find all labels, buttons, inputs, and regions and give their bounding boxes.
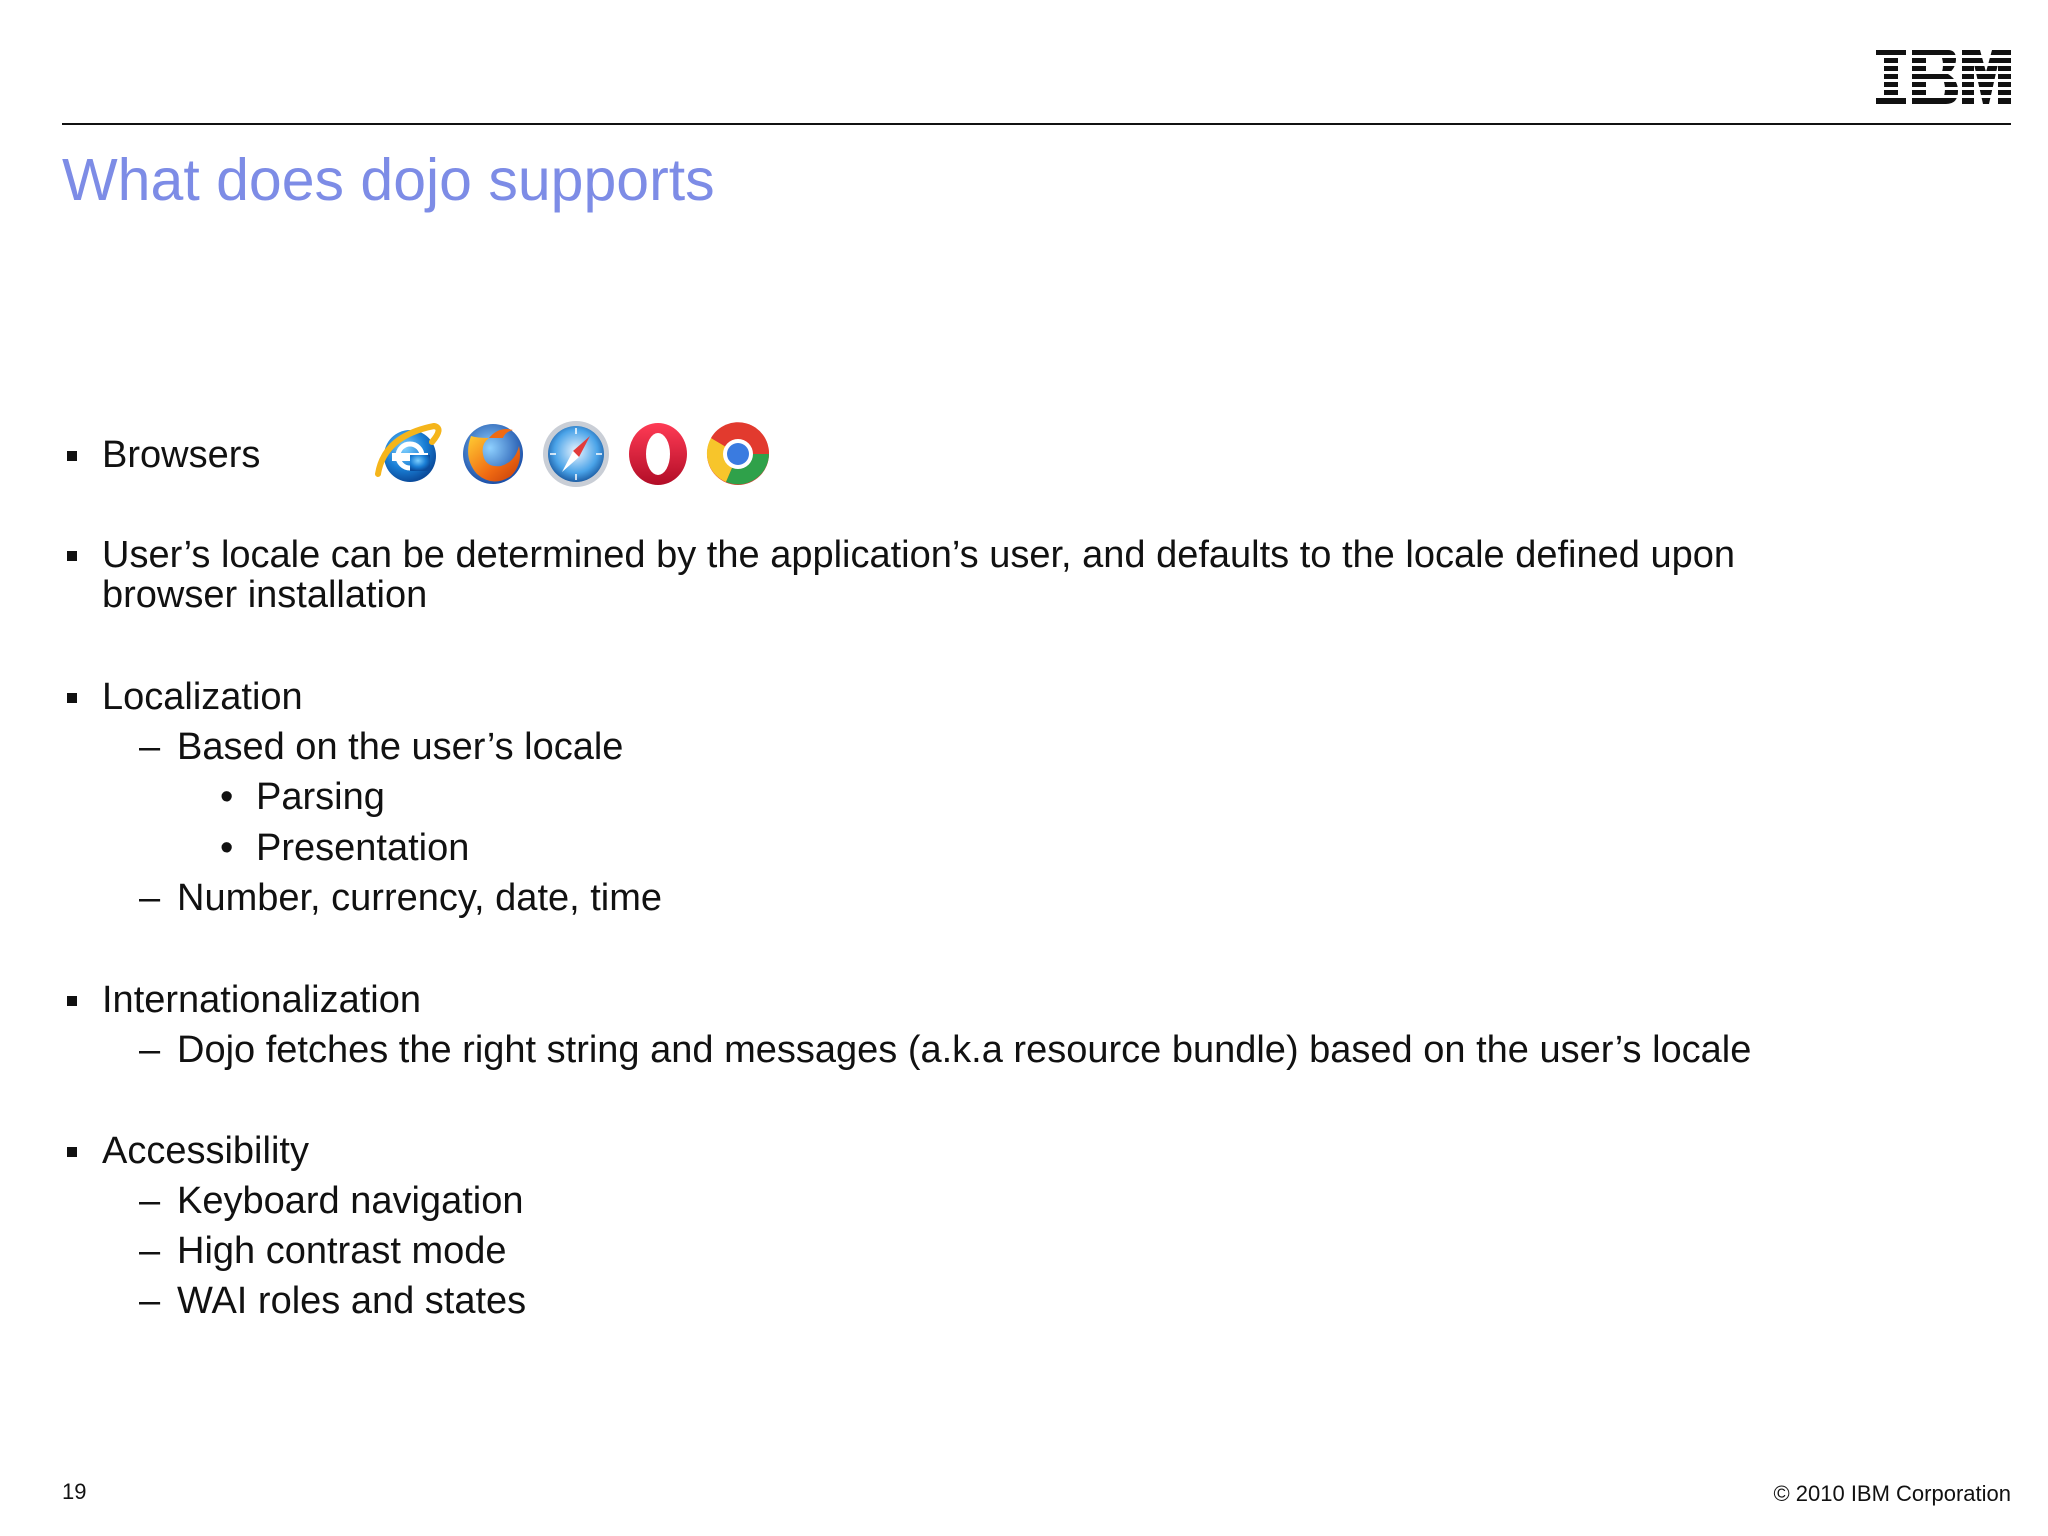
bullet-localization-label: Localization [102, 676, 303, 718]
bullet-internationalization-label: Internationalization [102, 979, 421, 1021]
square-bullet-icon [67, 551, 77, 561]
bullet-accessibility-label: Accessibility [102, 1130, 309, 1172]
slide-content [62, 0, 1962, 1400]
bullet-locale-line1 [102, 535, 1735, 575]
sub-bullet-text: Keyboard navigation [177, 1180, 524, 1222]
bullet-locale-text: User’s locale can be determined by the application’s user, and defaults to the locale defined upon [102, 534, 1735, 576]
sub-bullet-number-currency [139, 877, 663, 919]
chrome-icon [700, 416, 776, 492]
sub-sub-bullet-text: Presentation [256, 827, 470, 869]
safari-icon [538, 416, 614, 492]
sub-bullet-high-contrast [139, 1230, 507, 1272]
dash-bullet: – [139, 1280, 161, 1322]
copyright-notice: © 2010 IBM Corporation [1773, 1481, 2011, 1506]
sub-bullet-dojo-fetches [139, 1029, 1752, 1071]
sub-bullet-text: Based on the user’s locale [177, 726, 624, 768]
bullet-locale-line2 [102, 575, 427, 615]
bullet-internationalization [102, 980, 421, 1020]
dot-bullet: • [220, 776, 234, 818]
sub-bullet-based-on-locale [139, 726, 624, 768]
browser-icons-row [360, 398, 820, 508]
bullet-accessibility [102, 1131, 309, 1171]
firefox-icon [455, 416, 531, 492]
square-bullet-icon [67, 451, 77, 461]
sub-sub-bullet-presentation [220, 827, 470, 869]
bullet-browsers [102, 435, 260, 475]
sub-bullet-text: WAI roles and states [177, 1280, 527, 1322]
opera-icon [620, 416, 696, 492]
sub-bullet-text: Dojo fetches the right string and messages (a.k.a resource bundle) based on the user’s locale [177, 1029, 1752, 1071]
dash-bullet: – [139, 1180, 161, 1222]
page-number: 19 [62, 1479, 87, 1504]
dash-bullet: – [139, 1230, 161, 1272]
bullet-localization [102, 677, 303, 717]
dash-bullet: – [139, 726, 161, 768]
dot-bullet: • [220, 827, 234, 869]
sub-sub-bullet-parsing [220, 776, 385, 818]
dash-bullet: – [139, 1029, 161, 1071]
internet-explorer-icon [372, 416, 448, 492]
sub-bullet-wai-roles [139, 1280, 527, 1322]
dash-bullet: – [139, 877, 161, 919]
sub-sub-bullet-text: Parsing [256, 776, 385, 818]
bullet-browsers-label: Browsers [102, 434, 261, 476]
sub-bullet-keyboard-navigation [139, 1180, 524, 1222]
square-bullet-icon [67, 1147, 77, 1157]
bullet-locale-text-cont: browser installation [102, 574, 428, 616]
page-title: What does dojo supports [62, 147, 715, 213]
square-bullet-icon [67, 996, 77, 1006]
square-bullet-icon [67, 693, 77, 703]
sub-bullet-text: High contrast mode [177, 1230, 507, 1272]
sub-bullet-text: Number, currency, date, time [177, 877, 663, 919]
